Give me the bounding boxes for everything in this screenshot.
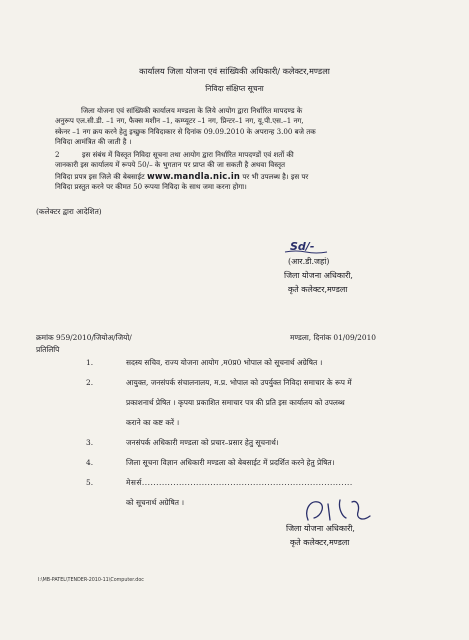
para2-line-1: 2 इस संबंध में विस्तृत निविदा सूचना तथा आयोग द्वारा निर्धारित मापदण्डों एवं शर्तो की [55, 150, 294, 159]
list-item-text: कराने का कष्ट करें । [126, 418, 180, 427]
officer-designation-2: जिला योजना अधिकारी, [286, 524, 355, 533]
list-item-text: प्रकाशनार्थ प्रेषित । कृपया प्रकाशित समाचार पत्र की प्रति इस कार्यालय को उपलब्ध [126, 398, 345, 407]
reference-date: मण्डला, दिनांक 01/09/2010 [290, 333, 376, 342]
list-item-text: जिला सूचना विज्ञान अधिकारी मण्डला को बेबसाईट में प्रदर्शित करने हेतु प्रेषित। [126, 458, 335, 467]
officer-for-collector-2: कृते कलेक्टर,मण्डला [290, 538, 350, 547]
list-item-number: 5. [86, 478, 94, 487]
file-path-footer: I:\MB-PATEL\TENDER-2010-11\Computer.doc [38, 578, 144, 583]
officer-for-collector: कृते कलेक्टर,मण्डला [288, 285, 348, 294]
list-item-number: 2. [86, 378, 94, 387]
officer-designation: जिला योजना अधिकारी, [284, 271, 353, 280]
list-item-text: जनसंपर्क अधिकारी मण्डला को प्रचार–प्रसार हेतु सूचनार्थ। [126, 438, 279, 447]
ordered-by: (कलेक्टर द्वारा आदेशित) [36, 207, 102, 216]
signature-scribble: Sd/- [290, 240, 315, 253]
tender-paragraph-1 [55, 106, 425, 148]
notice-title: निविदा संक्षिप्त सूचना [205, 84, 264, 93]
list-item-number: 1. [86, 358, 94, 367]
para1-line: अनुरूप एल.सी.डी. –1 नग, फैक्स मशीन –1, कम्प्यूटर –1 नग, प्रिन्टर–1 नग, यू.पी.एस.–1 नग, [55, 116, 304, 126]
para1-line: जिला योजना एवं सांख्यिकी कार्यालय मण्डला के लिये आयोग द्वारा निर्धारित मापदण्ड के [81, 106, 303, 115]
reference-number: क्रमांक 959/2010/जियोअ/जियो/ [36, 333, 132, 342]
para2-line-3: निविदा प्रपत्र इस जिले की बेबसाईट www.mandla.nic.in पर भी उपलब्ध है। इस पर [55, 170, 309, 181]
copy-label: प्रतिलिपि [36, 345, 60, 354]
para2-line-2: जानकारी इस कार्यालय में रूपये 50/– के भुगतान पर प्राप्त की जा सकती है अथवा विस्तृत [55, 160, 286, 170]
para1-line: स्केनर –1 नग क्रय करने हेतु इच्छुक निविदाकार से दिनांक 09.09.2010 के अपरान्ह 3.00 बजे तक [55, 126, 316, 136]
list-item-text: को सूचनार्थ अग्रेषित । [126, 498, 185, 507]
para2-number: 2 [55, 150, 60, 159]
para2-line-4: निविदा प्रस्तुत करने पर कीमत 50 रूपया निविदा के साथ जमा करना होगा। [55, 182, 247, 192]
officer-name: (आर.डी.जहां) [288, 257, 330, 266]
para1-line: निविदा आमंत्रित की जाती है । [55, 137, 132, 147]
list-item-text: सदस्य सचिव, राज्य योजना आयोग ,म0प्र0 भोपाल को सूचनार्थ अग्रेषित । [126, 358, 323, 367]
website-link: www.mandla.nic.in [146, 170, 241, 181]
list-item-number: 4. [86, 458, 94, 467]
tender-paragraph-2 [55, 150, 425, 193]
handwritten-signature-icon [300, 496, 380, 526]
office-header: कार्यालय जिला योजना एवं सांख्यिकी अधिकारी/ कलेक्टर,मण्डला [139, 66, 330, 76]
list-item-text: आयुक्त, जनसंपर्क संचालनालय, म.प्र. भोपाल को उपर्युक्त निविदा समाचार के रूप में [126, 378, 352, 387]
list-item-number: 3. [86, 438, 94, 447]
list-item-text: मेसर्स.......................................................................... [126, 478, 353, 487]
signature-stroke-icon [284, 250, 328, 254]
